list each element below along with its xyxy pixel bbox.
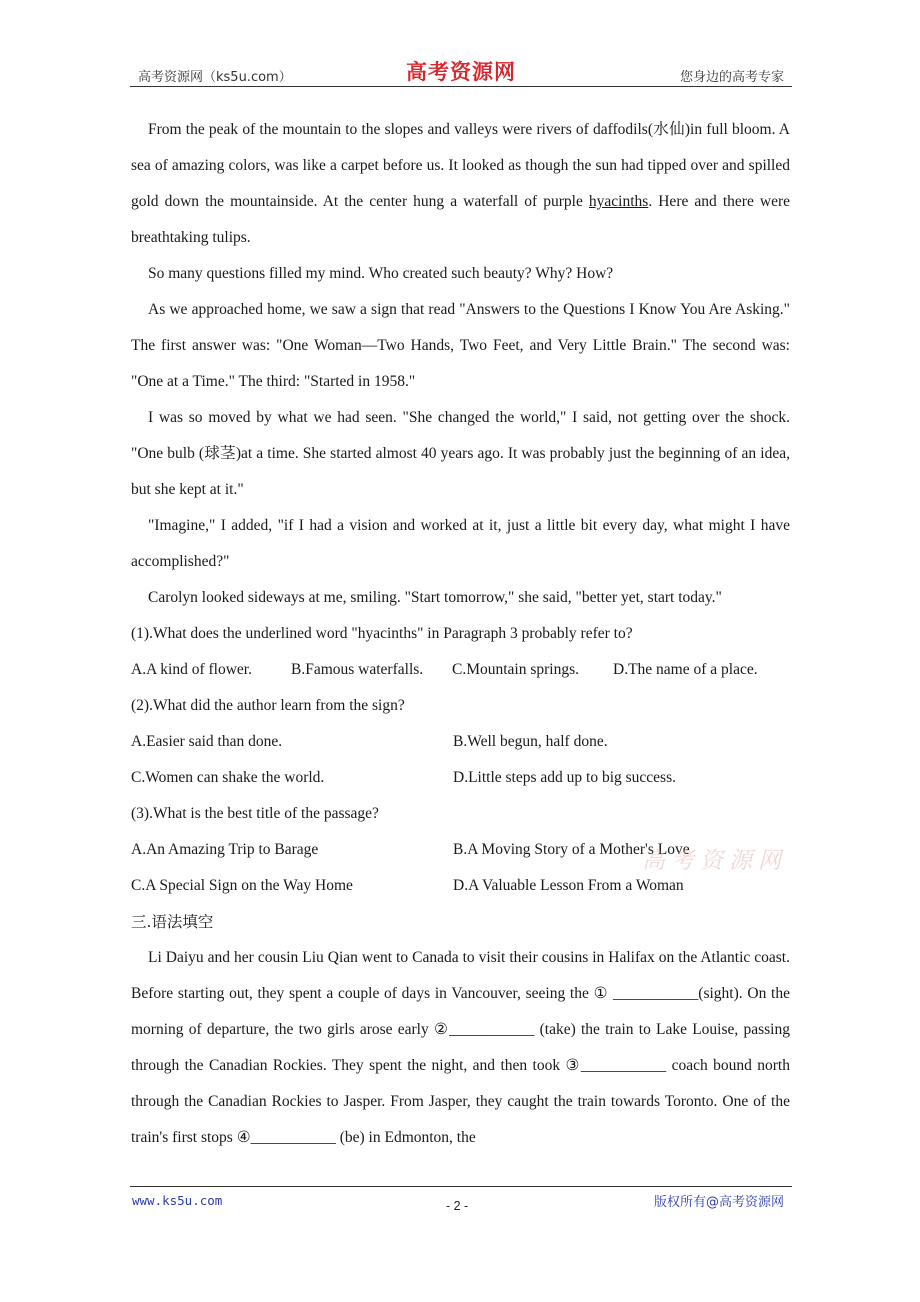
page-footer	[130, 1186, 792, 1213]
footer-copyright: 版权所有@高考资源网	[653, 1195, 784, 1210]
header-slogan: 您身边的高考专家	[679, 70, 784, 85]
section-3-title: 三.语法填空	[131, 913, 214, 931]
page-header	[130, 56, 792, 87]
q2-option-d: D.Little steps add up to big success.	[453, 769, 676, 786]
question-1-stem: (1).What does the underlined word "hyacinths" in Paragraph 3 probably refer to?	[131, 625, 633, 642]
header-site-name: 高考资源网（ks5u.com）	[138, 70, 292, 85]
main-content	[131, 112, 790, 1156]
q3-option-d: D.A Valuable Lesson From a Woman	[453, 877, 684, 894]
passage-p1-end: . Here and there were breathtaking tulips.	[131, 193, 790, 246]
question-2-options-row-1	[131, 724, 790, 760]
question-3-stem: (3).What is the best title of the passage?	[131, 805, 379, 822]
passage-paragraph-5: "Imagine," I added, "if I had a vision and worked at it, just a little bit every day, what might I have accomplished?"	[131, 517, 790, 570]
passage-paragraph-3: As we approached home, we saw a sign that read "Answers to the Questions I Know You Are Asking." The first answer was: "One Woman—Two Hands, Two Feet, and Very Little Brain." The second was: "One at a Time." The third: "Started in 1958."	[131, 301, 790, 390]
page-number: - 2 -	[446, 1199, 469, 1213]
q3-option-a: A.An Amazing Trip to Barage	[131, 841, 319, 858]
q2-option-c: C.Women can shake the world.	[131, 769, 325, 786]
q2-option-b: B.Well begun, half done.	[453, 733, 608, 750]
passage-p1-text: From the peak of the mountain to the slopes and valleys were rivers of daffodils(水仙)in full bloom. A sea of amazing colors, was like a carpet before us. It looked as though the sun had tipped over and spilled gold down the mountainside. At the center hung a waterfall of purple	[131, 121, 790, 210]
watermark-logo: 高考资源网	[642, 848, 787, 874]
passage-paragraph-2: So many questions filled my mind. Who created such beauty? Why? How?	[148, 265, 614, 282]
passage-paragraph-6: Carolyn looked sideways at me, smiling. "Start tomorrow," she said, "better yet, start today."	[148, 589, 722, 606]
grammar-fill-passage: Li Daiyu and her cousin Liu Qian went to Canada to visit their cousins in Halifax on the Atlantic coast. Before starting out, they spent a couple of days in Vancouver, seeing the ① ___________(sight). On the morning of departure, the two girls arose early ②___________ (take) the train to Lake Louise, passing through the Canadian Rockies. They spent the night, and then took ③___________ coach bound north through the Canadian Rockies to Jasper. From Jasper, they caught the train towards Toronto. One of the train's first stops ④___________ (be) in Edmonton, the	[131, 949, 790, 1146]
q2-option-a: A.Easier said than done.	[131, 733, 283, 750]
question-2-options-row-2	[131, 760, 790, 796]
underlined-word: hyacinths	[588, 193, 649, 210]
q1-option-a: A.A kind of flower.	[131, 661, 252, 678]
question-1-options	[131, 652, 790, 688]
q1-option-d: D.The name of a place.	[613, 661, 758, 678]
footer-site-link[interactable]: www.ks5u.com	[132, 1193, 223, 1208]
q3-option-c: C.A Special Sign on the Way Home	[131, 877, 353, 894]
header-logo: 高考资源网	[406, 59, 516, 84]
q1-option-b: B.Famous waterfalls.	[291, 661, 424, 678]
q1-option-c: C.Mountain springs.	[452, 661, 580, 678]
passage-paragraph-4: I was so moved by what we had seen. "She changed the world," I said, not getting over the shock. "One bulb (球茎)at a time. She started almost 40 years ago. It was probably just the beginning of an idea, but she kept at it."	[131, 409, 790, 498]
q3-option-b: B.A Moving Story of a Mother's Love	[453, 841, 690, 858]
question-2-stem: (2).What did the author learn from the sign?	[131, 697, 405, 714]
passage-paragraph-1	[131, 112, 790, 256]
